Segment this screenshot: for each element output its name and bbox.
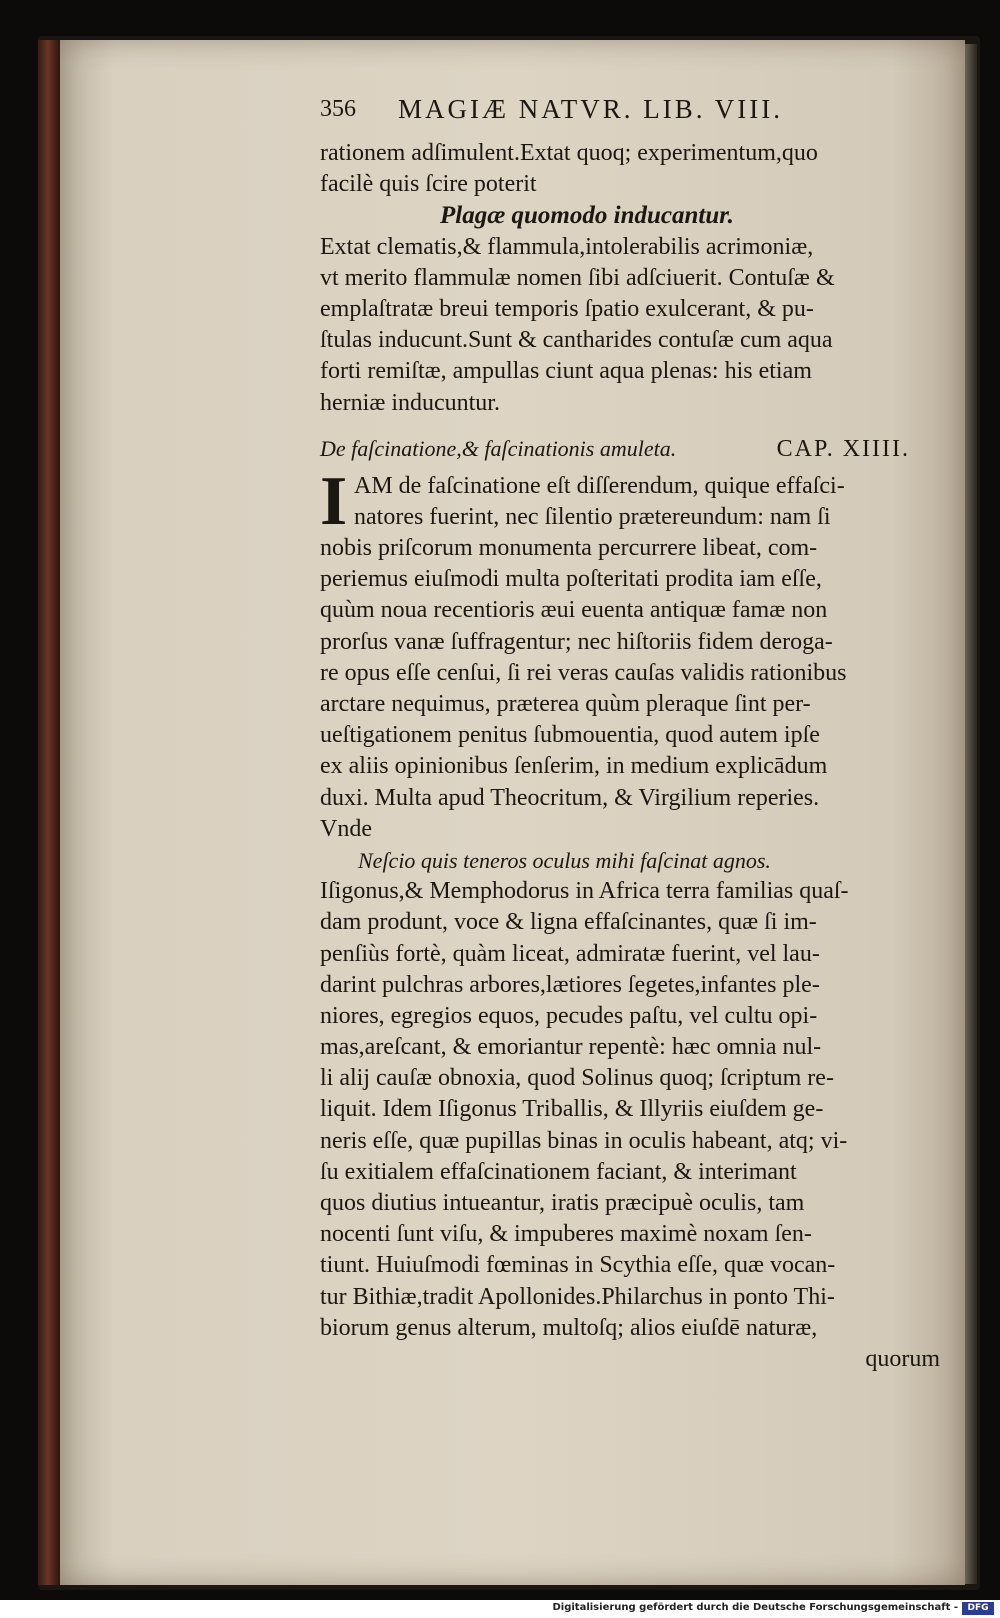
- page-text: [320, 92, 950, 1375]
- verse-quotation: Neſcio quis teneros oculus mihi faſcinat agnos.: [358, 847, 771, 873]
- text-line: tur Bithiæ,tradit Apollonides.Philarchus in ponto Thi-: [320, 1283, 835, 1310]
- text-line: neris eſſe, quæ pupillas binas in oculis habeant, atq; vi-: [320, 1127, 848, 1154]
- text-line: vt merito flammulæ nomen ſibi adſciuerit. Contuſæ &: [320, 264, 835, 291]
- text-line: liquit. Idem Iſigonus Triballis, & Illyriis eiuſdem ge-: [320, 1096, 824, 1123]
- text-line: mas,areſcant, & emoriantur repentè: hæc omnia nul-: [320, 1034, 822, 1061]
- text-line: duxi. Multa apud Theocritum, & Virgilium reperies.: [320, 784, 820, 811]
- text-line: nocenti ſunt viſu, & impuberes maximè noxam ſen-: [320, 1221, 812, 1248]
- text-line: Extat clematis,& flammula,intolerabilis acrimoniæ,: [320, 233, 814, 260]
- text-line: herniæ inducuntur.: [320, 389, 500, 416]
- text-line: biorum genus alterum, multoſq; alios eiuſdē naturæ,: [320, 1314, 818, 1341]
- funding-note: Digitalisierung gefördert durch die Deutsche Forschungsgemeinschaft -: [552, 1602, 958, 1613]
- text-line: quùm noua recentioris æui euenta antiquæ famæ non: [320, 597, 828, 624]
- text-line: rationem adſimulent.Extat quoq; experimentum,quo: [320, 140, 818, 166]
- running-head-title: MAGIÆ NATVR. LIB. VIII.: [398, 94, 783, 124]
- text-line: forti remiſtæ, ampullas ciunt aqua plenas: his etiam: [320, 358, 812, 385]
- text-line: natores fuerint, nec ſilentio prætereundum: nam ſi: [354, 503, 831, 530]
- chapter-title: De faſcinatione,& faſcinationis amuleta.: [320, 435, 677, 461]
- text-line: re opus eſſe cenſui, ſi rei veras cauſas validis rationibus: [320, 659, 847, 686]
- drop-cap: I: [320, 462, 348, 540]
- text-line: ſtulas inducunt.Sunt & cantharides contuſæ cum aqua: [320, 327, 833, 354]
- text-line: ueſtigationem penitus ſubmouentia, quod autem ipſe: [320, 722, 820, 749]
- text-line: emplaſtratæ breui temporis ſpatio exulcerant, & pu-: [320, 295, 814, 322]
- chapter-number: CAP. XIIII.: [776, 435, 910, 462]
- text-line: ſu exitialem effaſcinationem faciant, & interimant: [320, 1158, 797, 1185]
- digitization-footer: [0, 1600, 1000, 1618]
- text-line: dam produnt, voce & ligna effaſcinantes, quæ ſi im-: [320, 909, 817, 936]
- running-head: [320, 92, 950, 138]
- text-line: ex aliis opinionibus ſenſerim, in medium explicādum: [320, 753, 828, 780]
- dfg-logo: DFG: [962, 1602, 994, 1615]
- book-spine: [38, 40, 60, 1585]
- section-subheading: Plagæ quomodo inducantur.: [440, 202, 734, 230]
- page-edge: [965, 44, 977, 1584]
- text-line: facilè quis ſcire poterit: [320, 171, 537, 198]
- text-line: arctare nequimus, præterea quùm pleraque ſint per-: [320, 691, 811, 717]
- text-line: penſiùs fortè, quàm liceat, admiratæ fuerint, vel lau-: [320, 940, 820, 967]
- chapter-body: [320, 462, 950, 845]
- catchword: quorum: [865, 1345, 940, 1372]
- text-line: quos diutius intueantur, iratis præcipuè oculis, tam: [320, 1190, 805, 1216]
- text-line: niores, egregios equos, pecudes paſtu, vel cultu opi-: [320, 1002, 818, 1029]
- text-line: darint pulchras arbores,lætiores ſegetes,infantes ple-: [320, 971, 820, 998]
- text-line: li alij cauſæ obnoxia, quod Solinus quoq; ſcriptum re-: [320, 1065, 834, 1092]
- folio-number: 356: [320, 96, 356, 122]
- text-line: Vnde: [320, 815, 372, 842]
- text-line: prorſus vanæ ſuffragentur; nec hiſtoriis fidem deroga-: [320, 628, 833, 655]
- text-line: nobis priſcorum monumenta percurrere libeat, com-: [320, 535, 818, 562]
- text-line: periemus eiuſmodi multa poſteritati prodita iam eſſe,: [320, 566, 822, 593]
- text-line: AM de faſcinatione eſt diſſerendum, quique effaſci-: [354, 472, 845, 499]
- text-line: Iſigonus,& Memphodorus in Africa terra familias quaſ-: [320, 878, 849, 905]
- text-line: tiunt. Huiuſmodi fœminas in Scythia eſſe, quæ vocan-: [320, 1252, 836, 1279]
- chapter-heading: [320, 427, 950, 471]
